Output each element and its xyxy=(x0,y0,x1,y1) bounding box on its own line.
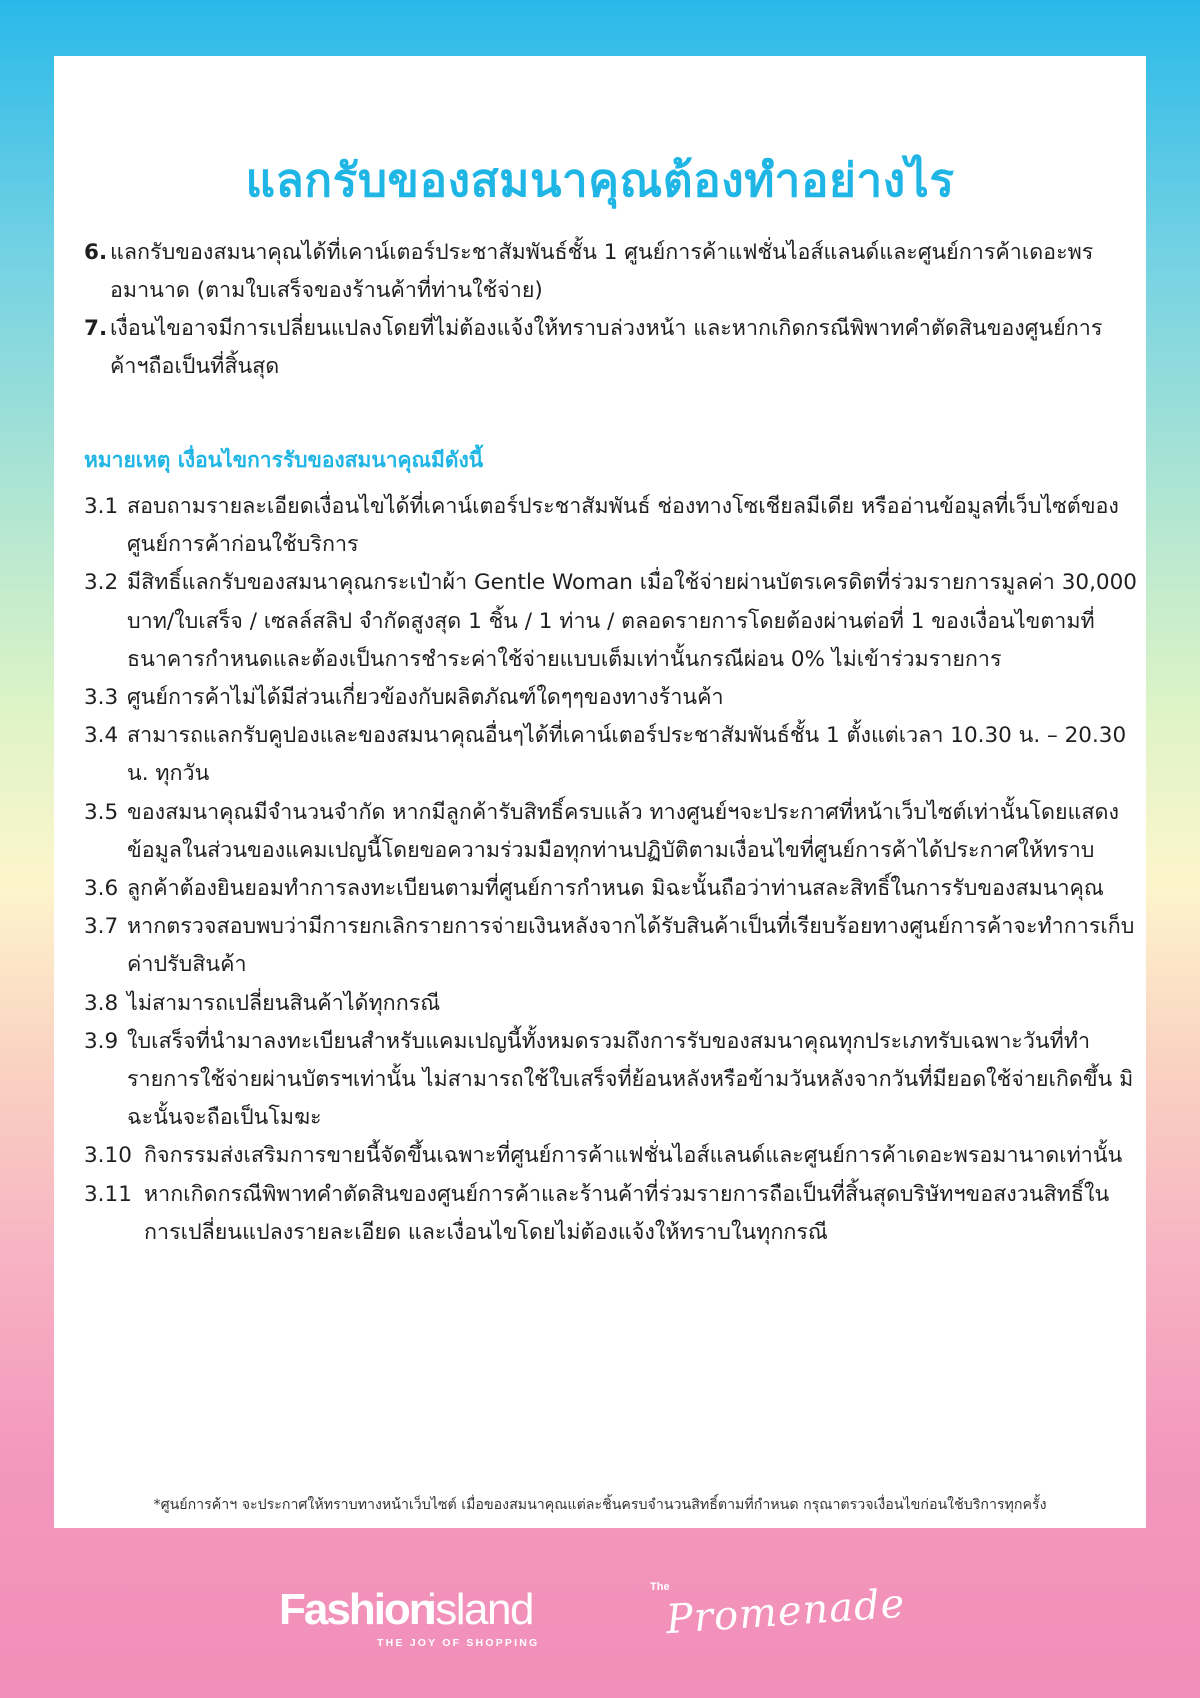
condition-number: 3.11 xyxy=(84,1181,132,1207)
condition-item xyxy=(84,985,1144,1023)
condition-number: 3.9 xyxy=(84,1028,119,1054)
condition-number: 3.8 xyxy=(84,990,119,1016)
condition-number: 3.6 xyxy=(84,876,119,902)
condition-item xyxy=(84,1023,1144,1138)
logo-bar xyxy=(0,1560,1200,1680)
logo-fashion-text: Fashion xyxy=(279,1585,434,1634)
condition-text: ใบเสร็จที่นำมาลงทะเบียนสำหรับแคมเปญนี้ทั้งหมดรวมถึงการรับของสมนาคุณทุกประเภทรับเฉพาะวันที่ทำรายการใช้จ่ายผ่านบัตรฯเท่านั้น ไม่สามารถใช้ใบเสร็จที่ย้อนหลังหรือข้ามวันหลังจากวันที่มียอดใช้จ่ายเกิดขึ้น มิฉะนั้นจะถือเป็นโมฆะ xyxy=(127,1028,1134,1131)
condition-text: สอบถามรายละเอียดเงื่อนไขได้ที่เคาน์เตอร์ประชาสัมพันธ์ ช่องทางโซเชียลมีเดีย หรืออ่านข้อมูลที่เว็บไซต์ของศูนย์การค้าก่อนใช้บริการ xyxy=(127,494,1119,558)
condition-number: 3.4 xyxy=(84,723,119,749)
promenade-logo xyxy=(650,1576,930,1656)
condition-text: ลูกค้าต้องยินยอมทำการลงทะเบียนตามที่ศูนย์การกำหนด มิฉะนั้นถือว่าท่านสละสิทธิ์ในการรับของสมนาคุณ xyxy=(127,876,1104,902)
content-card xyxy=(54,56,1146,1528)
step-item xyxy=(84,310,1124,386)
condition-item xyxy=(84,1176,1144,1252)
condition-item xyxy=(84,488,1144,564)
fashion-island-logo xyxy=(279,1580,559,1654)
condition-number: 3.1 xyxy=(84,494,119,519)
footnote: *ศูนย์การค้าฯ จะประกาศให้ทราบทางหน้าเว็บไซต์ เมื่อของสมนาคุณแต่ละชิ้นครบจำนวนสิทธิ์ตามที่กำหนด กรุณาตรวจเงื่อนไขก่อนใช้บริการทุกครั้ง xyxy=(153,1497,1047,1513)
conditions-list xyxy=(84,488,1144,1252)
condition-item xyxy=(84,564,1144,679)
step-text: แลกรับของสมนาคุณได้ที่เคาน์เตอร์ประชาสัมพันธ์ชั้น 1 ศูนย์การค้าแฟชั่นไอส์แลนด์และศูนย์การค้าเดอะพรอมานาด (ตามใบเสร็จของร้านค้าที่ท่านใช้จ่าย) xyxy=(110,240,1094,303)
logo-island-text: island xyxy=(427,1585,533,1634)
logo-promenade-text: Promenade xyxy=(664,1580,907,1644)
condition-item xyxy=(84,679,1144,717)
condition-text: กิจกรรมส่งเสริมการขายนี้จัดขึ้นเฉพาะที่ศูนย์การค้าแฟชั่นไอส์แลนด์และศูนย์การค้าเดอะพรอมานาดเท่านั้น xyxy=(144,1143,1123,1169)
condition-number: 3.2 xyxy=(84,570,119,596)
condition-number: 3.7 xyxy=(84,914,119,940)
condition-item xyxy=(84,870,1144,908)
logo-the-text: The xyxy=(650,1581,670,1593)
condition-item xyxy=(84,908,1144,984)
page-title: แลกรับของสมนาคุณต้องทำอย่างไร xyxy=(245,153,955,207)
condition-number: 3.3 xyxy=(84,685,119,711)
step-text: เงื่อนไขอาจมีการเปลี่ยนแปลงโดยที่ไม่ต้องแจ้งให้ทราบล่วงหน้า และหากเกิดกรณีพิพาทคำตัดสินของศูนย์การค้าฯถือเป็นที่สิ้นสุด xyxy=(110,316,1103,379)
note-heading: หมายเหตุ เงื่อนไขการรับของสมนาคุณมีดังนี้ xyxy=(84,448,484,472)
step-number: 6. xyxy=(84,240,108,265)
condition-item xyxy=(84,1137,1144,1175)
condition-text: หากตรวจสอบพบว่ามีการยกเลิกรายการจ่ายเงินหลังจากได้รับสินค้าเป็นที่เรียบร้อยทางศูนย์การค้าจะทำการเก็บค่าปรับสินค้า xyxy=(127,914,1135,978)
redeem-steps xyxy=(84,234,1124,386)
condition-text: ศูนย์การค้าไม่ได้มีส่วนเกี่ยวข้องกับผลิตภัณฑ์ใดๆๆของทางร้านค้า xyxy=(127,685,724,711)
condition-text: มีสิทธิ์แลกรับของสมนาคุณกระเป๋าผ้า Gentle Woman เมื่อใช้จ่ายผ่านบัตรเครดิตที่ร่วมรายการมูลค่า 30,000 บาท/ใบเสร็จ / เซลล์สลิป จำกัดสูงสุด 1 ชิ้น / 1 ท่าน / ตลอดรายการโดยต้องผ่านต่อที่ 1 ของเงื่อนไขตามที่ธนาคารกำหนดและต้องเป็นการชำระค่าใช้จ่ายแบบเต็มเท่านั้นกรณีผ่อน 0% ไม่เข้าร่วมรายการ xyxy=(127,570,1137,672)
condition-number: 3.5 xyxy=(84,799,119,825)
condition-item xyxy=(84,717,1144,793)
step-number: 7. xyxy=(84,316,108,341)
condition-item xyxy=(84,794,1144,870)
logo-tagline-text: THE JOY OF SHOPPING xyxy=(377,1637,540,1649)
condition-text: ของสมนาคุณมีจำนวนจำกัด หากมีลูกค้ารับสิทธิ์ครบแล้ว ทางศูนย์ฯจะประกาศที่หน้าเว็บไซต์เท่านั้นโดยแสดงข้อมูลในส่วนของแคมเปญนี้โดยขอความร่วมมือทุกท่านปฏิบัติตามเงื่อนไขที่ศูนย์การค้าได้ประกาศให้ทราบ xyxy=(127,799,1119,863)
condition-text: ไม่สามารถเปลี่ยนสินค้าได้ทุกกรณี xyxy=(127,990,441,1016)
condition-text: หากเกิดกรณีพิพาทคำตัดสินของศูนย์การค้าและร้านค้าที่ร่วมรายการถือเป็นที่สิ้นสุดบริษัทฯขอสงวนสิทธิ์ในการเปลี่ยนแปลงรายละเอียด และเงื่อนไขโดยไม่ต้องแจ้งให้ทราบในทุกกรณี xyxy=(144,1181,1110,1245)
step-item xyxy=(84,234,1124,310)
condition-number: 3.10 xyxy=(84,1143,132,1169)
condition-text: สามารถแลกรับคูปองและของสมนาคุณอื่นๆได้ที่เคาน์เตอร์ประชาสัมพันธ์ชั้น 1 ตั้งแต่เวลา 10.30 น. – 20.30 น. ทุกวัน xyxy=(127,723,1127,787)
